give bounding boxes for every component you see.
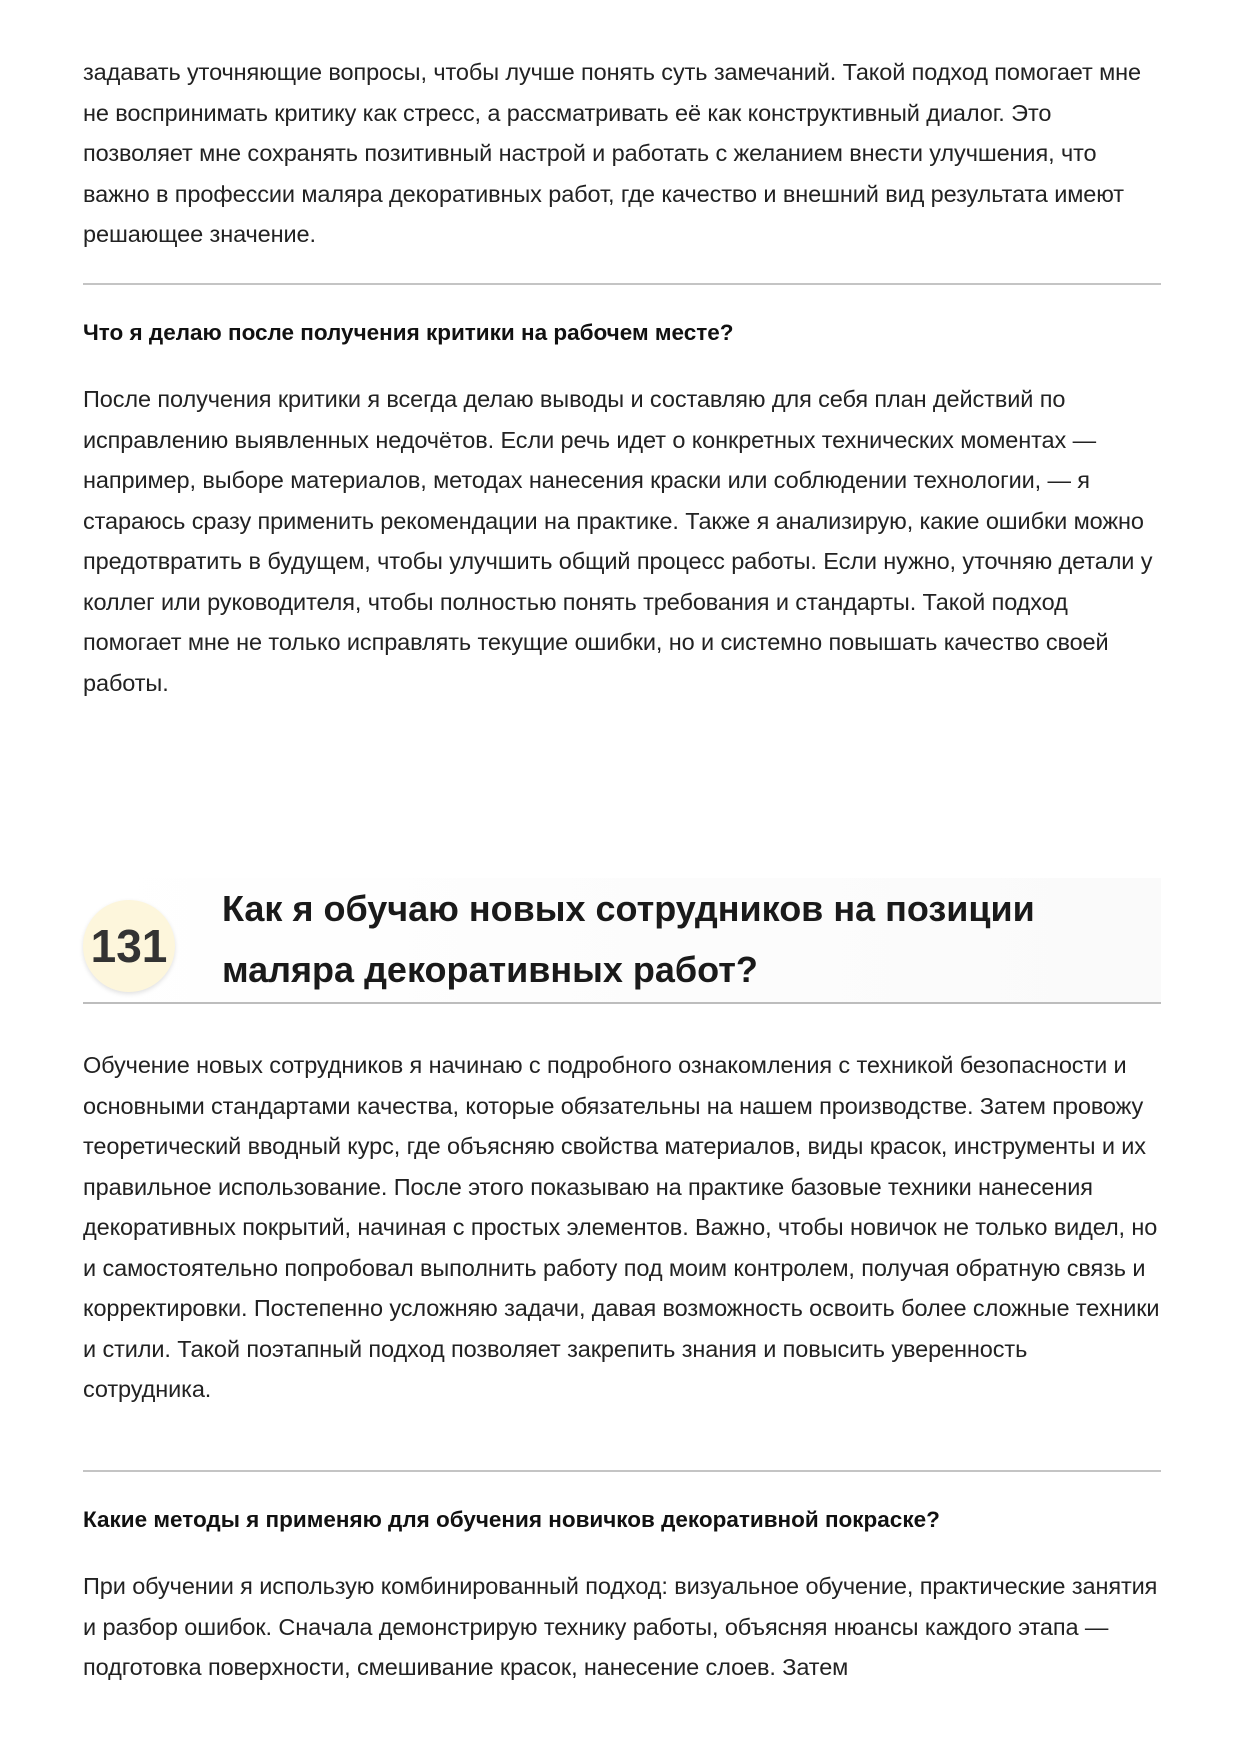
section-title: Как я обучаю новых сотрудников на позиции маляра декоративных работ? <box>222 888 1035 990</box>
answer-paragraph: После получения критики я всегда делаю выводы и составляю для себя план действий по исправлению выявленных недочётов. Если речь идет о конкретных технических моментах — например, выборе материалов, методах нанесения краски или соблюдении технологии, — я стараюсь сразу применить рекомендации на практике. Также я анализирую, какие ошибки можно предотвратить в будущем, чтобы улучшить общий процесс работы. Если нужно, уточняю детали у коллег или руководителя, чтобы полностью понять требования и стандарты. Такой подход помогает мне не только исправлять текущие ошибки, но и системно повышать качество своей работы. <box>83 386 1153 696</box>
section-number-badge: 131 <box>83 900 175 992</box>
section-body-paragraph: Обучение новых сотрудников я начинаю с подробного ознакомления с техникой безопасности и основными стандартами качества, которые обязательны на нашем производстве. Затем провожу теоретический вводный курс, где объясняю свойства материалов, виды красок, инструменты и их правильное использование. После этого показываю на практике базовые техники нанесения декоративных покрытий, начиная с простых элементов. Важно, чтобы новичок не только видел, но и самостоятельно попробовал выполнить работу под моим контролем, получая обратную связь и корректировки. Постепенно усложняю задачи, давая возможность освоить более сложные техники и стили. Такой поэтапный подход позволяет закрепить знания и повысить уверенность сотрудника. <box>83 1052 1160 1402</box>
question-heading: Что я делаю после получения критики на рабочем месте? <box>83 320 734 345</box>
answer-paragraph: При обучении я использую комбинированный подход: визуальное обучение, практические занятия и разбор ошибок. Сначала демонстрирую технику работы, объясняя нюансы каждого этапа — подготовка поверхности, смешивание красок, нанесение слоев. Затем <box>83 1573 1158 1680</box>
section-header <box>83 878 1161 1004</box>
divider <box>83 283 1161 285</box>
intro-paragraph: задавать уточняющие вопросы, чтобы лучше понять суть замечаний. Такой подход помогает мне не воспринимать критику как стресс, а рассматривать её как конструктивный диалог. Это позволяет мне сохранять позитивный настрой и работать с желанием внести улучшения, что важно в профессии маляра декоративных работ, где качество и внешний вид результата имеют решающее значение. <box>83 59 1141 247</box>
question-heading: Какие методы я применяю для обучения новичков декоративной покраске? <box>83 1507 940 1532</box>
divider <box>83 1470 1161 1472</box>
